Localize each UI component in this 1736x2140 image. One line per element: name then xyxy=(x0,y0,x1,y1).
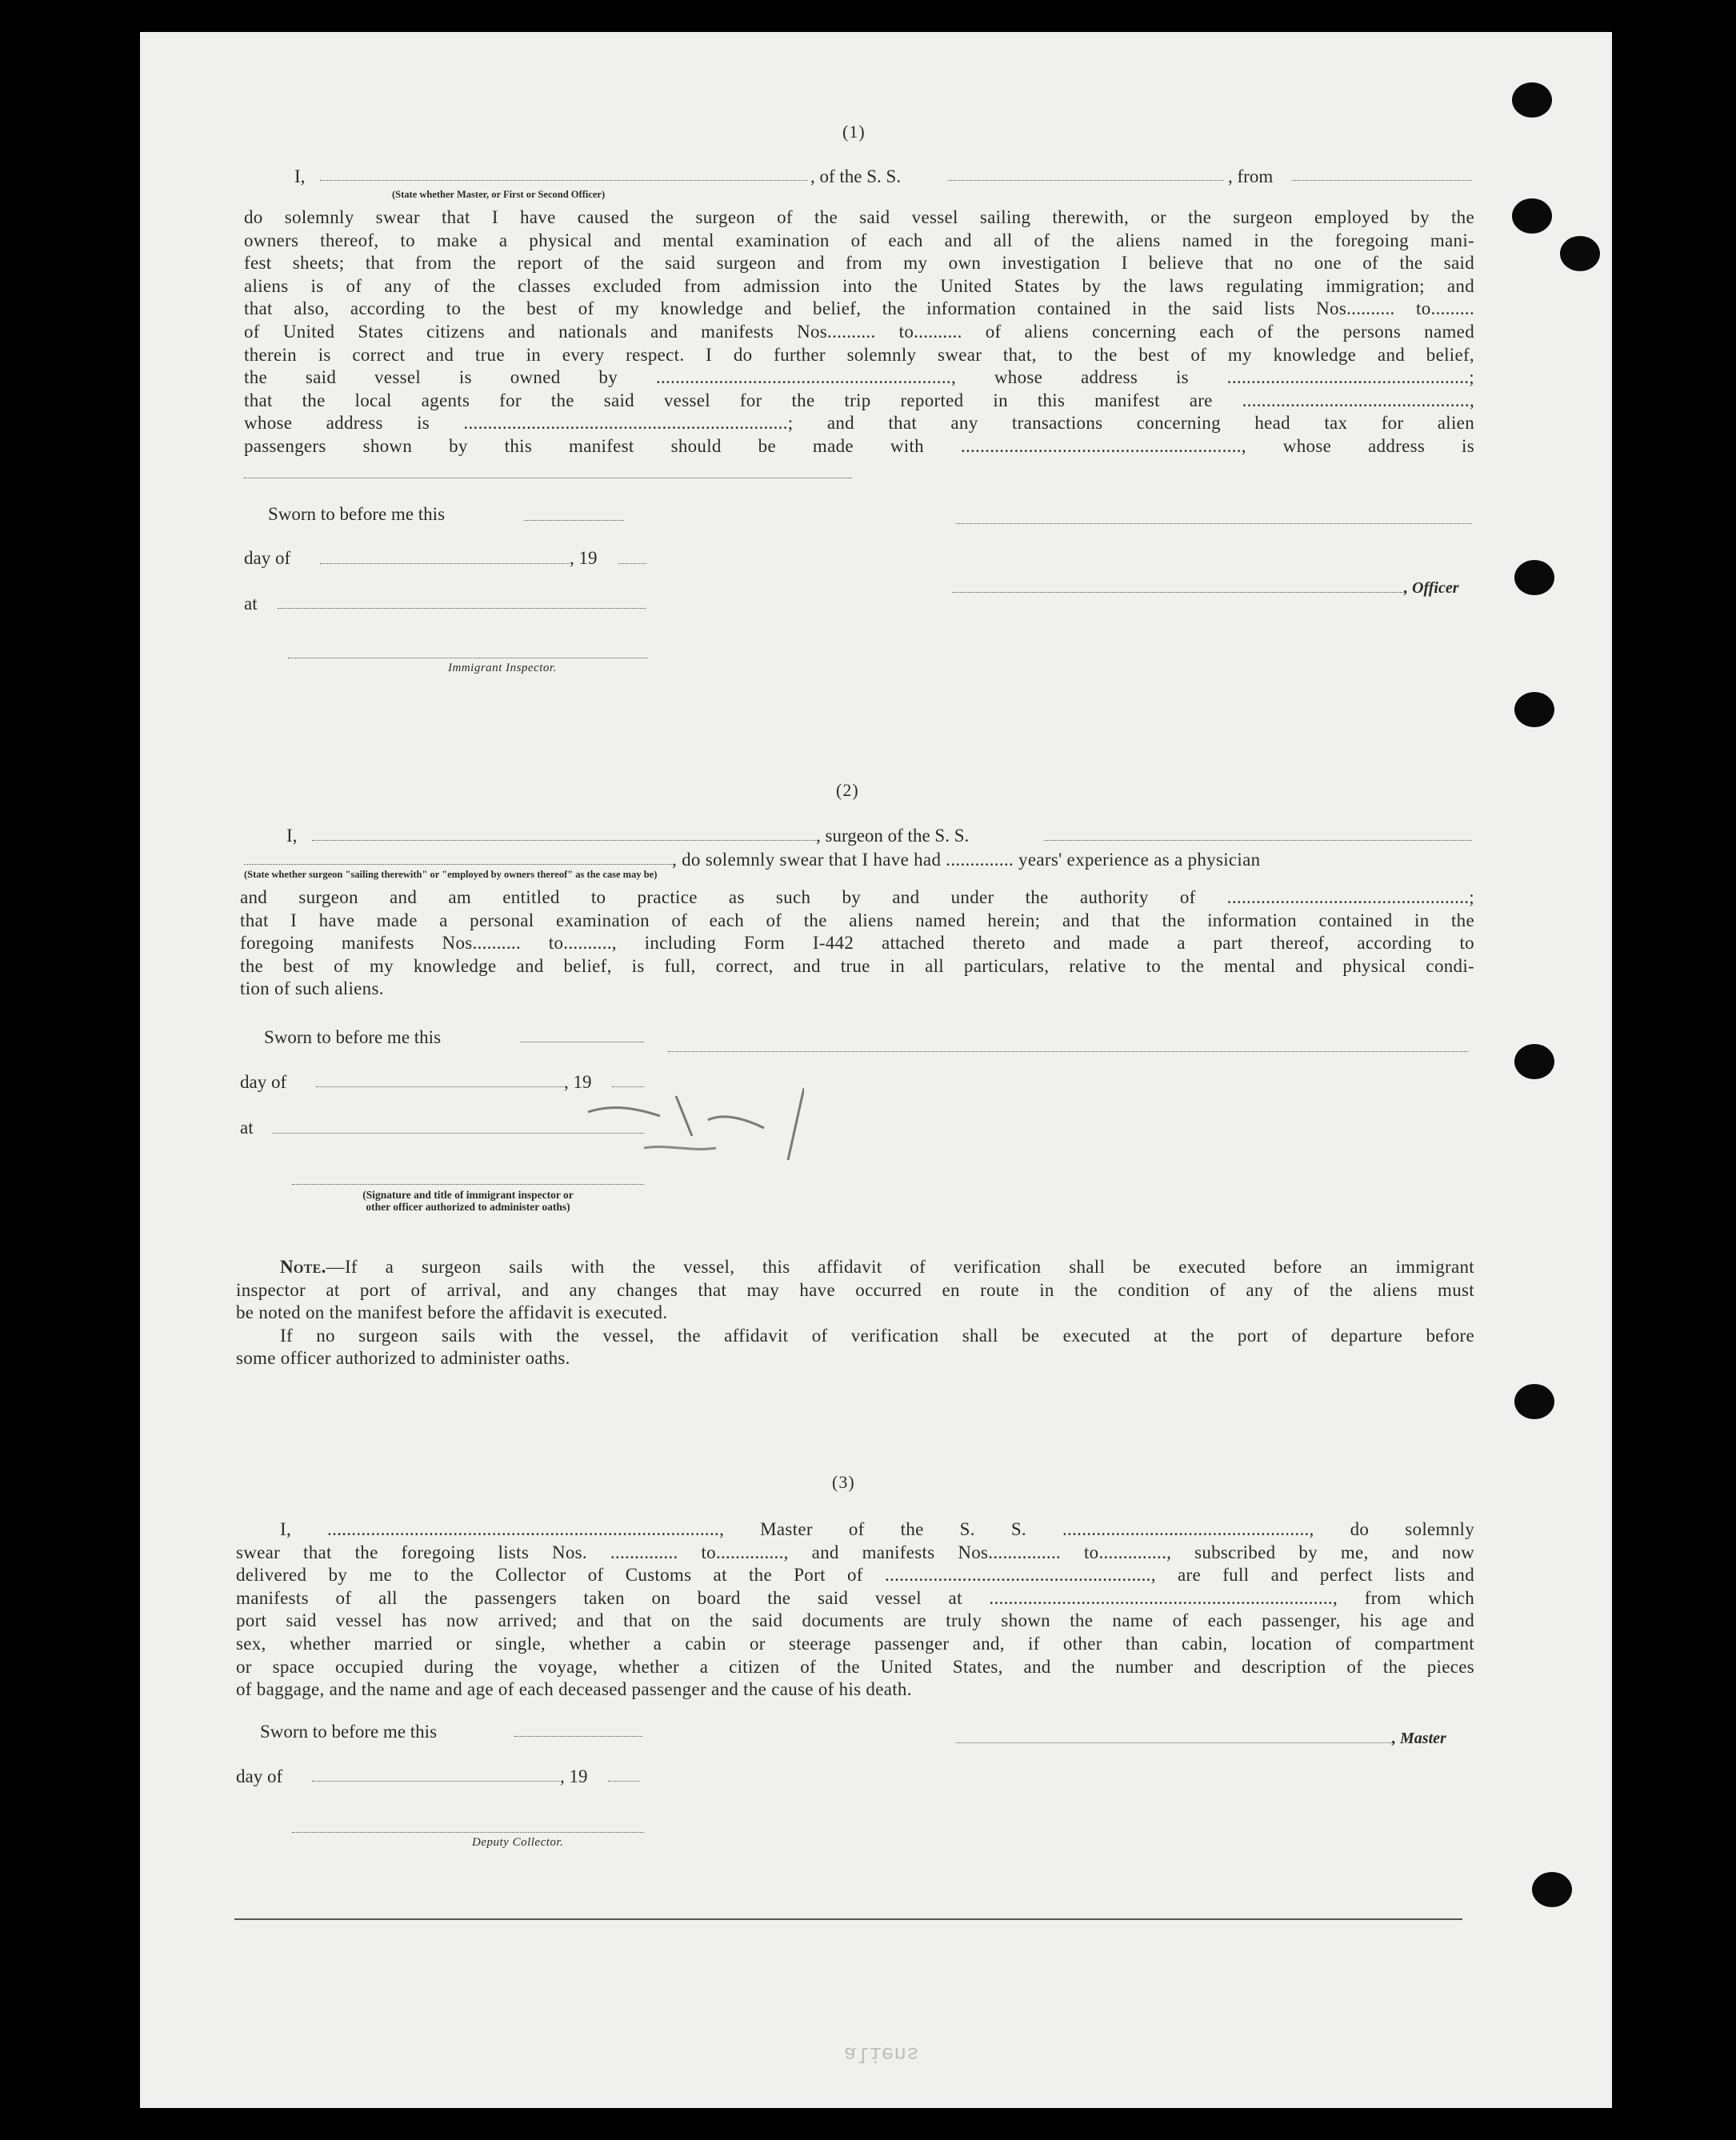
section-2-day-line xyxy=(316,1086,564,1087)
section-3-collector-line xyxy=(292,1832,644,1833)
section-3-collector-caption: Deputy Collector. xyxy=(472,1836,564,1849)
section-1-oath: do solemnly swear that I have caused the surgeon of the said vessel sailing therewith, or the surgeon employed by the owners thereof, to make a physical and mental examination of each and all of the aliens named in the foregoing mani- fest sheets; that from the report of the said surgeon and from my own investigation I believe that no one of the said aliens is of any of the classes excluded from admission into the United States by the laws regulating immigration; and that also, according to the best of my knowledge and belief, the information contained in the said lists Nos.......... to......... of United States citizens and nationals and manifests Nos.......... to.......... of aliens concerning each of the persons named therein is correct and true in every respect. I do further solemnly swear that, to the best of my knowledge and belief, the said vessel is owned by ............................................................., whose address is ..................................................; that the local agents for the said vessel for the trip reported in this manifest are ..............................................., whose address is ...................................................................; and that any transactions concerning head tax for alien passengers shown by this manifest should be made with .........................................................., whose address is xyxy=(244,207,1474,456)
section-2-sworn: Sworn to before me this xyxy=(264,1027,442,1047)
footer-faint-text: aliens xyxy=(844,2042,919,2066)
punch-hole xyxy=(1514,692,1554,727)
section-2-number: (2) xyxy=(836,780,859,800)
section-2-inspector-line xyxy=(292,1184,644,1185)
section-1-signature-line xyxy=(956,523,1472,524)
section-2-swear: , do solemnly swear that I have had .............. years' experience as a physician xyxy=(672,850,1261,870)
section-1-day-line xyxy=(320,563,570,564)
section-2-opening: I, xyxy=(286,826,298,846)
note-block: Note.—If a surgeon sails with the vessel, this affidavit of verification shall be executed before an immigrant inspector at port of arrival, and any changes that may have occurred en route in the condition of any of the aliens must be noted on the manifest before the affidavit is executed. If no surgeon sails with the vessel, the affidavit of verification shall be executed at the port of departure before some officer authorized to administer oaths. xyxy=(236,1257,1474,1369)
section-1-ship-line xyxy=(948,180,1224,181)
section-3-year: , 19 xyxy=(560,1766,588,1786)
section-3-number: (3) xyxy=(832,1472,855,1492)
section-2-oath: and surgeon and am entitled to practice as such by and under the authority of ..................................................; that I have made a personal examination of each of the aliens named herein; and that the information contained in the foregoing manifests Nos.......... to.........., including Form I-442 attached thereto and made a part thereof, according to the best of my knowledge and belief, is full, correct, and true in all particulars, relative to the mental and physical condi- tion of such aliens. xyxy=(240,887,1474,999)
section-1-sworn: Sworn to before me this xyxy=(268,504,446,524)
section-3-sworn-line xyxy=(514,1736,642,1737)
section-2-year: , 19 xyxy=(564,1072,592,1092)
section-3-year-line xyxy=(608,1781,640,1782)
section-3-master-line xyxy=(956,1742,1392,1743)
section-1-from: , from xyxy=(1228,166,1274,186)
section-1-inspector-caption: Immigrant Inspector. xyxy=(448,662,557,674)
section-1-number: (1) xyxy=(842,122,866,142)
section-1-year: , 19 xyxy=(570,548,598,568)
punch-hole xyxy=(1532,1872,1572,1907)
section-2-name-line xyxy=(312,840,816,841)
section-2-status-line xyxy=(244,864,672,865)
section-3-oath: I, ................................................................................., Master of the S. S. ..................................................., do solemnly swear that the foregoing lists Nos. .............. to.............., and manifests Nos............... to.............., subscribed by me, and now delivered by me to the Collector of Customs at the Port of ......................................................., are full and perfect lists and manifests of all the passengers taken on board the said vessel at ......................................................................., from which port said vessel has now arrived; and that on the said documents are truly shown the name of each passenger, his age and sex, whether married or single, whether a cabin or steerage passenger and, if other than cabin, location of compartment or space occupied during the voyage, whether a citizen of the United States, and the number and description of the pieces of baggage, and the name and age of each deceased passenger and the cause of his death. xyxy=(236,1519,1474,1700)
section-1-day-of: day of xyxy=(244,548,291,568)
section-2-signature-caption: (Signature and title of immigrant inspector or other officer authorized to administer oaths) xyxy=(362,1189,574,1213)
section-3-sworn: Sworn to before me this xyxy=(260,1722,438,1742)
punch-hole xyxy=(1512,82,1552,118)
punch-hole xyxy=(1514,1044,1554,1079)
section-3-day-of: day of xyxy=(236,1766,283,1786)
section-1-from-line xyxy=(1292,180,1472,181)
section-2-ship-line xyxy=(1044,840,1472,841)
section-1-at-line xyxy=(278,608,646,609)
section-1-sworn-line xyxy=(524,520,624,521)
section-1-officer-line xyxy=(952,592,1404,593)
section-2-day-of: day of xyxy=(240,1072,287,1092)
section-1-at: at xyxy=(244,594,258,614)
punch-hole xyxy=(1512,198,1552,234)
punch-hole xyxy=(1514,560,1554,595)
section-2-at: at xyxy=(240,1118,254,1138)
section-2-surgeon-caption: (State whether surgeon "sailing therewith" or "employed by owners thereof" as the case may be) xyxy=(244,869,658,880)
section-1-of-ss: , of the S. S. xyxy=(810,166,902,186)
handwritten-mark xyxy=(564,1072,804,1184)
punch-hole xyxy=(1514,1384,1554,1419)
section-2-signature-line xyxy=(668,1051,1468,1052)
section-1-master-caption: (State whether Master, or First or Second Officer) xyxy=(392,189,606,200)
section-1-officer-label: , Officer xyxy=(1404,579,1459,597)
section-1-name-line xyxy=(320,180,808,181)
document-page xyxy=(140,32,1612,2108)
section-2-surgeon-of: , surgeon of the S. S. xyxy=(816,826,970,846)
section-1-year-line xyxy=(618,563,646,564)
section-3-day-line xyxy=(312,1781,560,1782)
punch-hole xyxy=(1560,236,1600,271)
section-1-opening: I, xyxy=(294,166,306,186)
bottom-rule xyxy=(234,1918,1462,1920)
section-3-master-label: , Master xyxy=(1392,1730,1446,1747)
